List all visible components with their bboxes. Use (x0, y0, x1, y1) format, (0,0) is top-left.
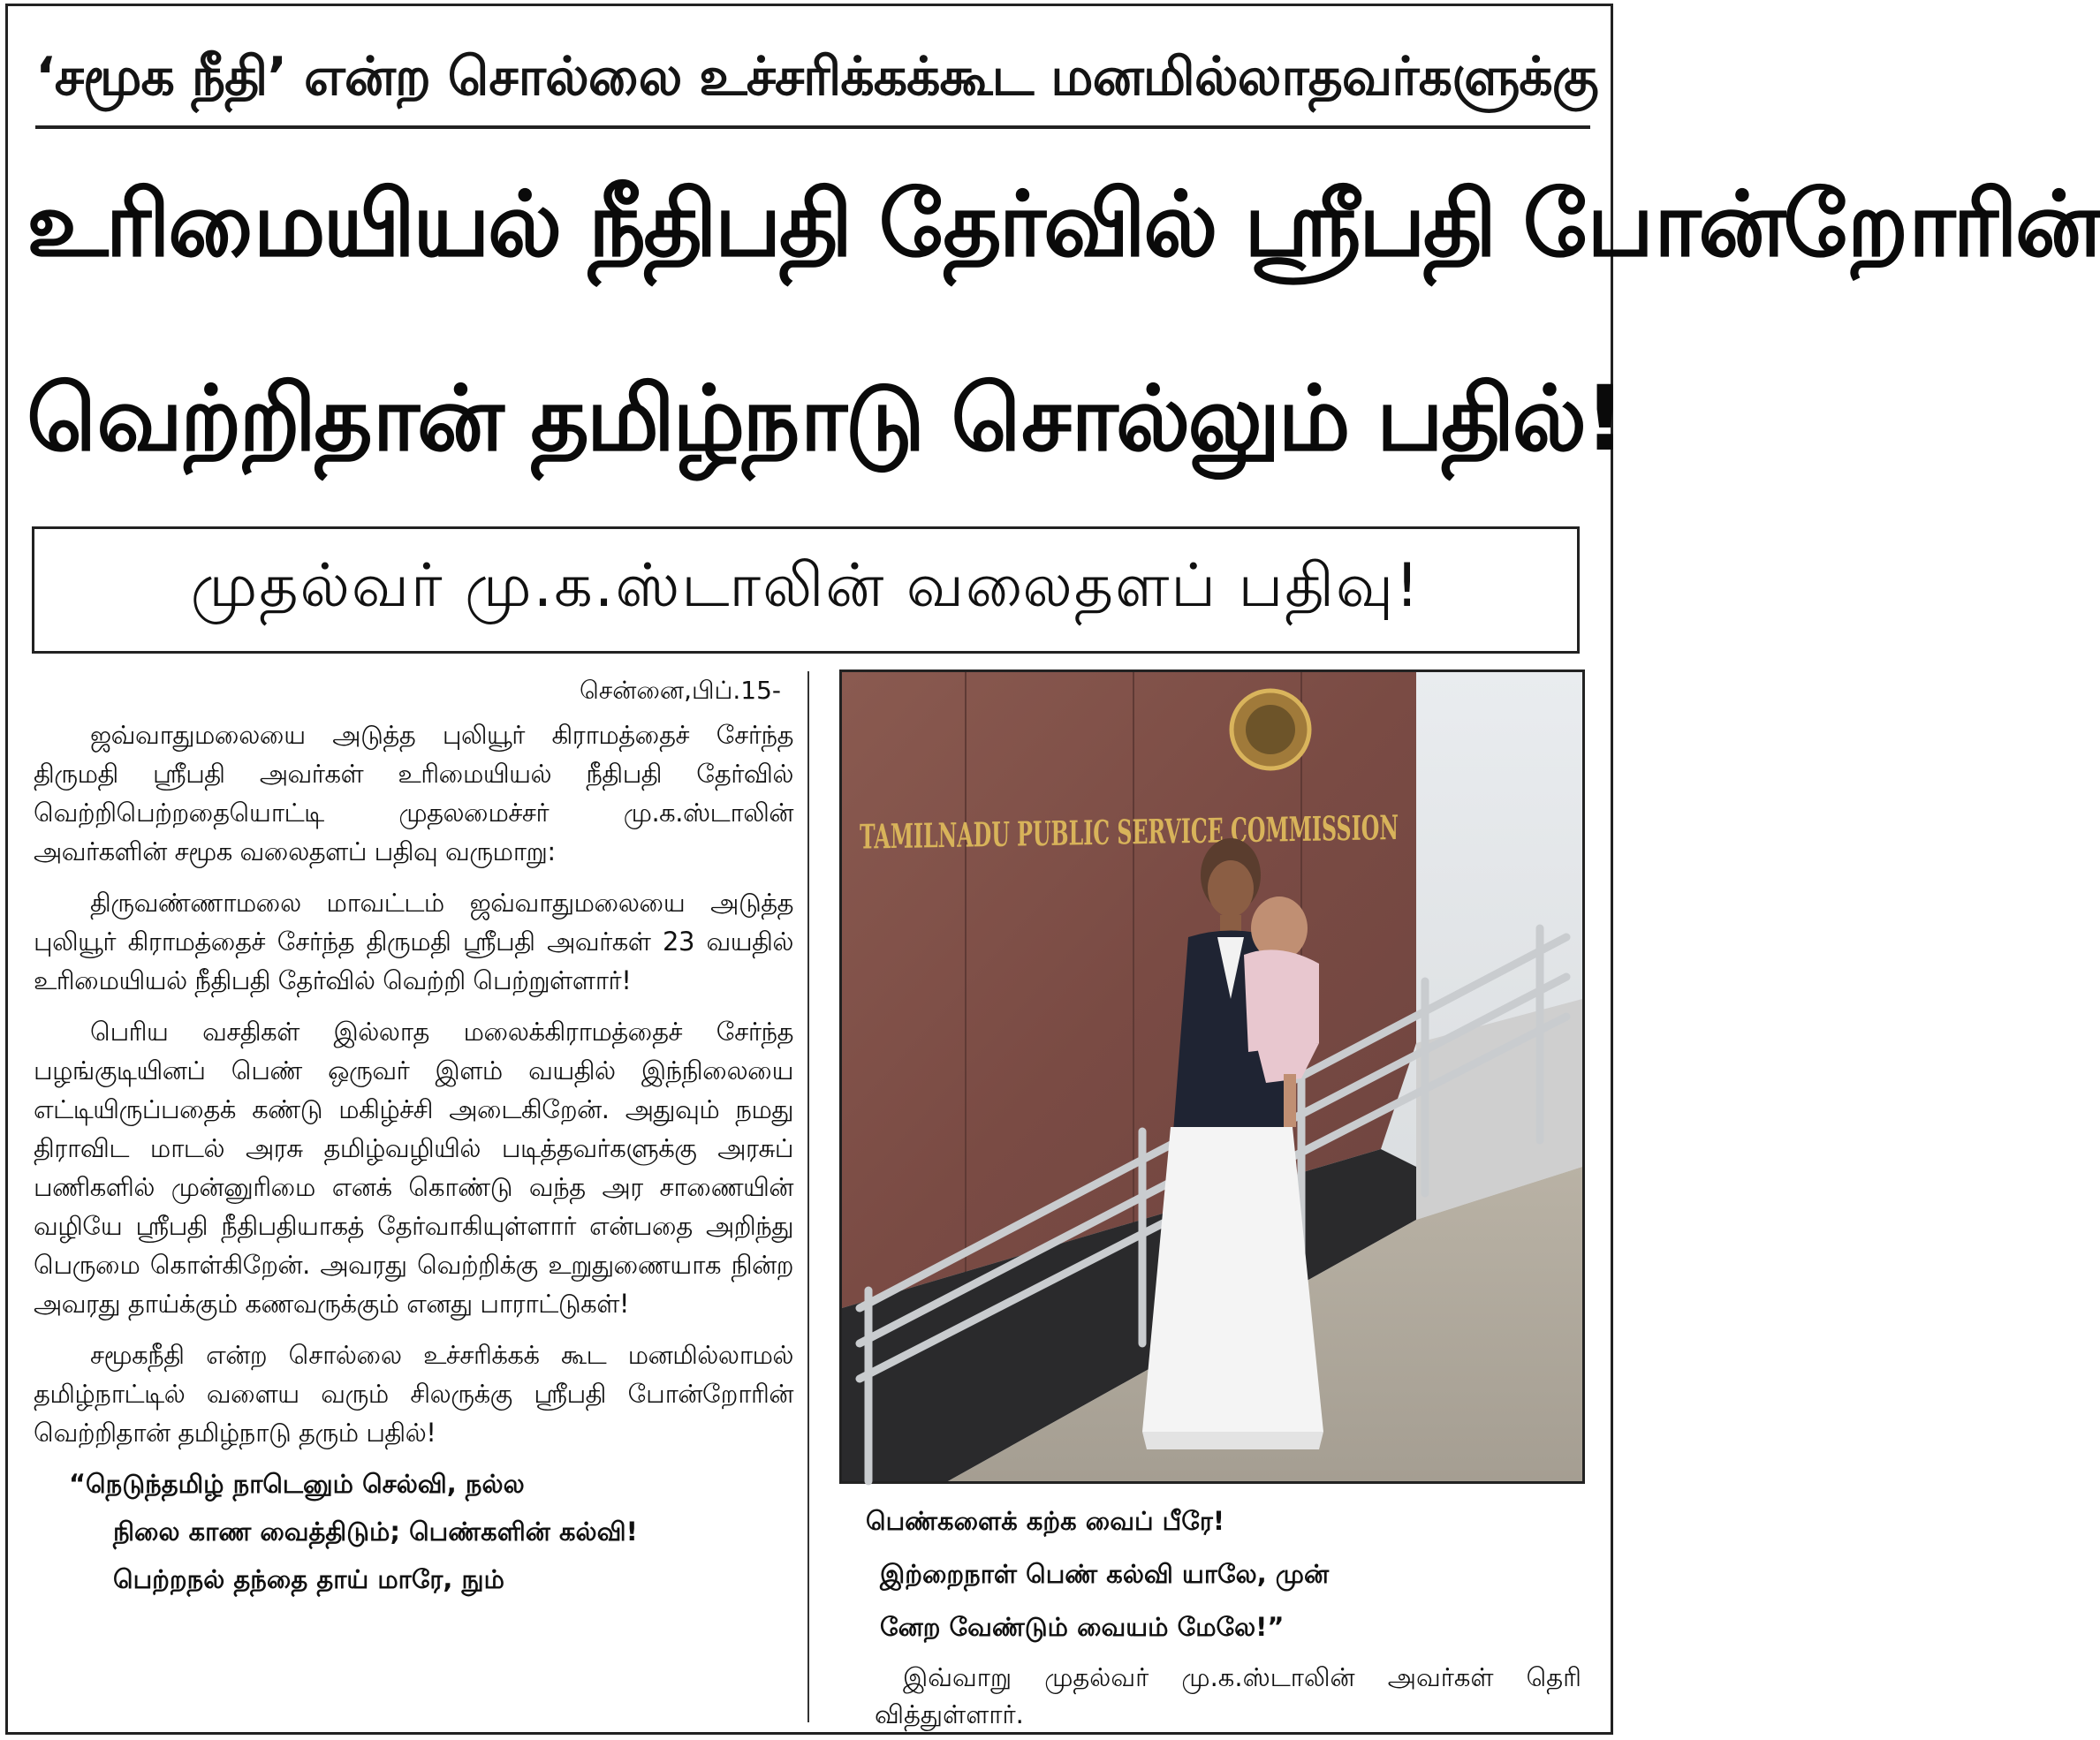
caption-quote-line: னேற வேண்டும் வையம் மேலே!” (880, 1612, 1285, 1642)
closing-line: வித்துள்ளார். (875, 1699, 1024, 1729)
caption-quote-line: இற்றைநாள் பெண் கல்வி யாலே, முன் (880, 1559, 1330, 1589)
poem-quote (69, 1464, 793, 1599)
article-paragraph: திருவண்ணாமலை மாவட்டம் ஜவ்வாதுமலையை அடுத்த புலியூர் கிராமத்தைச் சேர்ந்த திருமதி ஸ்ரீபதி அவர்கள் 23 வயதில் உரிமையியல் நீதிபதி தேர்வில் வெற்றி பெற்றுள்ளார்! (34, 888, 793, 995)
kicker-headline: ‘சமூக நீதி’ என்ற சொல்லை உச்சரிக்கக்கூட மனமில்லாதவர்களுக்கு (35, 28, 1590, 129)
article-paragraph: பெரிய வசதிகள் இல்லாத மலைக்கிராமத்தைச் சேர்ந்த பழங்குடியினப் பெண் ஒருவர் இளம் வயதில் இந்நிலையை எட்டியிருப்பதைக் கண்டு மகிழ்ச்சி அடைகிறேன். அதுவும் நமது திராவிட மாடல் அரசு தமிழ்வழியில் படித்தவர்களுக்கு அரசுப் பணிகளில் முன்னுரிமை எனக் கொண்டு வந்த அர சாணையின் வழியே ஸ்ரீபதி நீதிபதியாகத் தேர்வாகியுள்ளார் என்பதை அறிந்து பெருமை கொள்கிறேன். அவரது வெற்றிக்கு உறுதுணையாக நின்ற அவரது தாய்க்கும் கணவருக்கும் எனது பாராட்டுகள்! (34, 1017, 793, 1319)
deck-box (32, 526, 1580, 654)
caption-quote-line: பெண்களைக் கற்க வைப் பீரே! (866, 1506, 1225, 1536)
column-rule (807, 671, 809, 1722)
caption-quote (866, 1502, 1581, 1661)
poem-line: நிலை காண வைத்திடும்; பெண்களின் கல்வி! (113, 1517, 638, 1547)
main-headline-line-1: உரிமையியல் நீதிபதி தேர்வில் ஸ்ரீபதி போன்றோரின் (27, 172, 2100, 277)
article-paragraph: சமூகநீதி என்ற சொல்லை உச்சரிக்கக் கூட மனமில்லாமல் தமிழ்நாட்டில் வளைய வரும் சிலருக்கு ஸ்ரீபதி போன்றோரின் வெற்றிதான் தமிழ்நாடு தரும் பதில்! (34, 1340, 793, 1448)
poem-line: பெற்றநல் தந்தை தாய் மாரே, நும் (113, 1564, 504, 1594)
news-photo (839, 670, 1725, 1484)
sign-text: TAMILNADU PUBLIC SERVICE COMMISSION (860, 801, 1725, 857)
article-paragraph: ஜவ்வாதுமலையை அடுத்த புலியூர் கிராமத்தைச் சேர்ந்த திருமதி ஸ்ரீபதி அவர்கள் உரிமையியல் நீதிபதி தேர்வில் வெற்றிபெற்றதையொட்டி முதலமைச்சர் மு.க.ஸ்டாலின் அவர்களின் சமூக வலைதளப் பதிவு வருமாறு: (34, 720, 793, 866)
closing-text (875, 1659, 1581, 1733)
article-body (34, 671, 793, 1608)
poem-line: “நெடுந்தமிழ் நாடெனும் செல்வி, நல்ல (69, 1469, 525, 1499)
dateline: சென்னை,பிப்.15- (579, 676, 781, 705)
closing-line: இவ்வாறு முதல்வர் மு.க.ஸ்டாலின் அவர்கள் தெரி (903, 1662, 1581, 1692)
deck-headline: முதல்வர் மு.க.ஸ்டாலின் வலைதளப் பதிவு! (190, 551, 1421, 621)
main-headline-line-2: வெற்றிதான் தமிழ்நாடு சொல்லும் பதில்! (27, 367, 1623, 472)
